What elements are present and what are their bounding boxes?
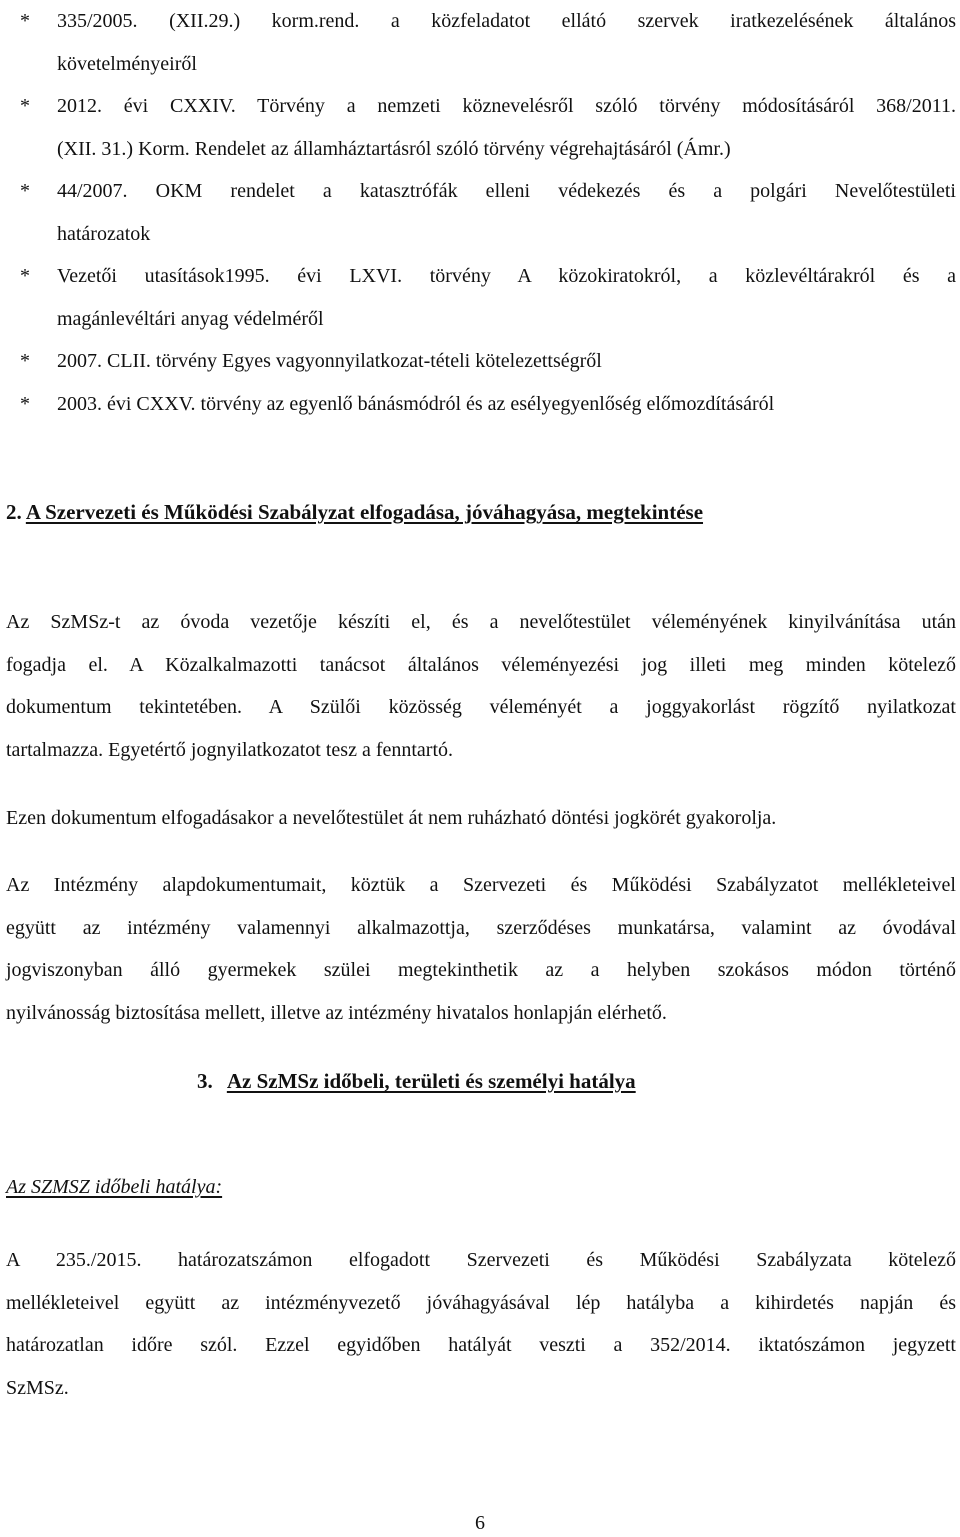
section-number: 3. — [197, 1069, 213, 1093]
paragraph-line: dokumentum tekintetében. A Szülői közösség véleményét a joggyakorlást rögzítő nyilatkozat — [6, 696, 956, 718]
section-3-heading — [197, 1069, 636, 1094]
legal-reference-item — [6, 85, 956, 170]
legal-reference-line: Vezetői utasítások1995. évi LXVI. törvény A közokiratokról, a közlevéltárakról és a — [57, 265, 956, 287]
legal-reference-item — [6, 340, 956, 383]
legal-reference-line: magánlevéltári anyag védelméről — [57, 307, 324, 330]
paragraph-line: határozatlan időre szól. Ezzel egyidőben hatályát veszti a 352/2014. iktatószámon jegyzett — [6, 1334, 956, 1356]
paragraph-line: fogadja el. A Közalkalmazotti tanácsot általános véleményezési jog illeti meg minden kötelező — [6, 653, 956, 676]
legal-reference-line: határozatok — [57, 222, 151, 245]
paragraph-adoption — [6, 601, 956, 771]
legal-reference-item — [6, 170, 956, 255]
paragraph-line: A 235./2015. határozatszámon elfogadott Szervezeti és Működési Szabályzata kötelező — [6, 1249, 956, 1271]
paragraph-effective-date — [6, 1239, 956, 1409]
legal-reference-line: 2007. CLII. törvény Egyes vagyonnyilatkozat-tételi kötelezettségről — [57, 350, 602, 372]
section-title: A Szervezeti és Működési Szabályzat elfogadása, jóváhagyása, megtekintése — [25, 500, 704, 524]
legal-reference-line: (XII. 31.) Korm. Rendelet az államháztartásról szóló törvény végrehajtásáról (Ámr.) — [57, 137, 731, 160]
legal-reference-item — [6, 383, 956, 426]
list-bullet: * — [20, 95, 30, 117]
legal-reference-line: 335/2005. (XII.29.) korm.rend. a közfeladatot ellátó szervek iratkezelésének általános — [57, 10, 956, 32]
subheading-temporal-scope: Az SZMSZ időbeli hatálya: — [6, 1176, 223, 1198]
legal-reference-line: 44/2007. OKM rendelet a katasztrófák elleni védekezés és a polgári Nevelőtestületi — [57, 180, 956, 202]
paragraph-line: együtt az intézmény valamennyi alkalmazottja, szerződéses munkatársa, valamint az óvodával — [6, 916, 956, 939]
list-bullet: * — [20, 265, 30, 287]
list-bullet: * — [20, 350, 30, 372]
legal-reference-line: 2012. évi CXXIV. Törvény a nemzeti köznevelésről szóló törvény módosításáról 368/2011. — [57, 95, 956, 117]
section-2-heading — [6, 500, 703, 525]
list-bullet: * — [20, 392, 30, 415]
list-bullet: * — [20, 10, 30, 32]
paragraph-line: mellékleteivel együtt az intézményvezető jóváhagyásával lép hatályba a kihirdetés napján és — [6, 1291, 956, 1314]
paragraph-decision-right — [6, 797, 956, 840]
paragraph-line: jogviszonyban álló gyermekek szülei megtekinthetik az a helyben szokásos módon történő — [6, 959, 956, 981]
paragraph-line: tartalmazza. Egyetértő jognyilatkozatot tesz a fenntartó. — [6, 738, 454, 761]
paragraph-line: nyilvánosság biztosítása mellett, illetve az intézmény hivatalos honlapján elérhető. — [6, 1001, 667, 1024]
paragraph-line: Ezen dokumentum elfogadásakor a nevelőtestület át nem ruházható döntési jogkörét gyakorolja. — [6, 807, 777, 829]
legal-reference-line: 2003. évi CXXV. törvény az egyenlő bánásmódról és az esélyegyenlőség előmozdításáról — [57, 392, 775, 415]
paragraph-access — [6, 864, 956, 1034]
list-bullet: * — [20, 180, 30, 202]
paragraph-line: Az SzMSz-t az óvoda vezetője készíti el, és a nevelőtestület véleményének kinyilvánítása után — [6, 611, 956, 633]
legal-reference-item — [6, 0, 956, 85]
paragraph-line: Az Intézmény alapdokumentumait, köztük a Szervezeti és Működési Szabályzatot mellékleteivel — [6, 874, 956, 896]
legal-reference-item — [6, 255, 956, 340]
legal-reference-line: követelményeiről — [57, 52, 197, 75]
section-title: Az SzMSz időbeli, területi és személyi hatálya — [226, 1069, 636, 1093]
paragraph-line: SzMSz. — [6, 1376, 69, 1399]
legal-reference-list — [6, 0, 956, 425]
section-number: 2. — [6, 500, 22, 524]
page-number: 6 — [475, 1512, 485, 1534]
